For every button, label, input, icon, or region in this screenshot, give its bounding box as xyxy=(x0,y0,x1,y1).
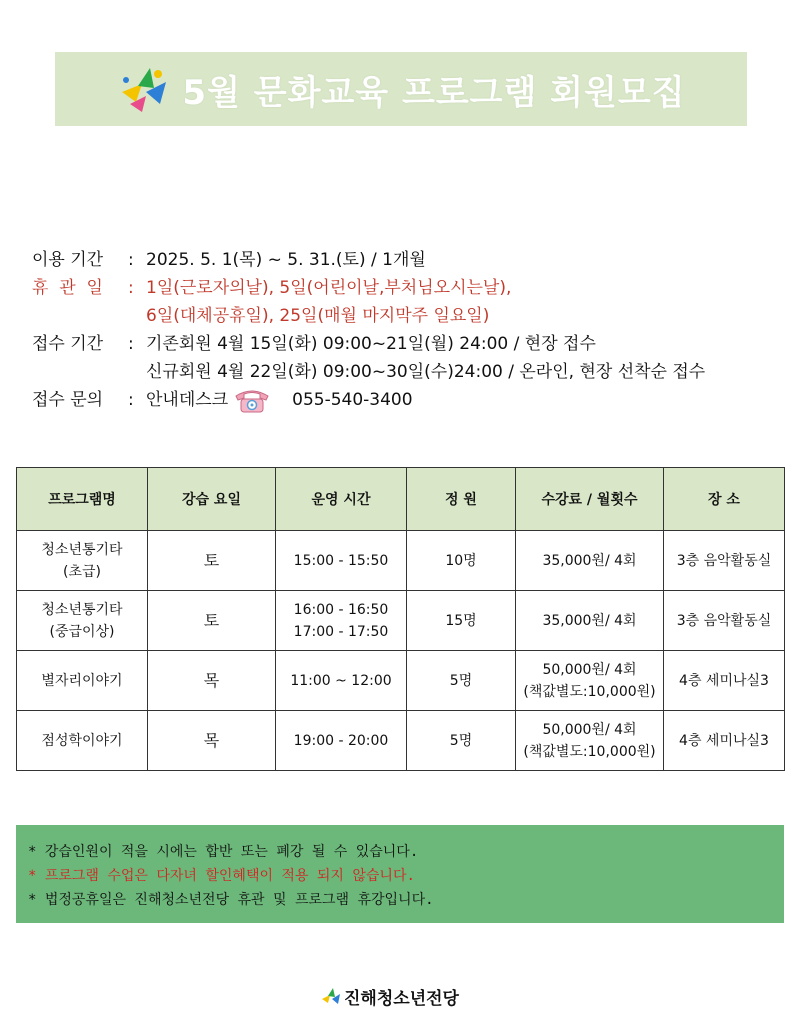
place-cell: 3층 음악활동실 xyxy=(664,591,785,651)
period-value: 2025. 5. 1(목) ~ 5. 31.(토) / 1개월 xyxy=(146,250,426,270)
title-banner xyxy=(55,52,747,126)
fee-cell xyxy=(516,651,664,711)
fee-cell xyxy=(516,711,664,771)
time-cell xyxy=(276,591,407,651)
fee-value: 50,000원/ 4회 xyxy=(542,721,637,738)
time-cell xyxy=(276,711,407,771)
time-cell xyxy=(276,651,407,711)
table-row xyxy=(17,531,785,591)
time-value: 16:00 - 16:50 xyxy=(293,601,389,618)
header-day: 강습 요일 xyxy=(148,468,276,531)
closed-row-2 xyxy=(32,302,705,330)
page-title: 5월 문화교육 프로그램 회원모집 xyxy=(182,72,686,113)
time-cell xyxy=(276,531,407,591)
info-block xyxy=(32,246,705,414)
time-value-2: 17:00 - 17:50 xyxy=(293,623,389,640)
reception-row-2 xyxy=(32,358,705,386)
program-table xyxy=(16,467,785,771)
colon: : xyxy=(128,390,134,410)
table-header-row xyxy=(17,468,785,531)
time-value: 19:00 - 20:00 xyxy=(293,732,389,749)
period-label: 이용 기간 xyxy=(32,250,104,270)
program-name: 점성학이야기 xyxy=(41,732,123,749)
capacity-cell: 10명 xyxy=(407,531,516,591)
header-time: 운영 시간 xyxy=(276,468,407,531)
fee-note: (책값별도:10,000원) xyxy=(523,683,656,700)
telephone-icon xyxy=(232,386,272,414)
notice-line-1: * 강습인원이 적을 시에는 합반 또는 폐강 될 수 있습니다. xyxy=(28,844,419,860)
reception-row xyxy=(32,330,705,358)
program-name-cell xyxy=(17,711,148,771)
closed-row xyxy=(32,274,705,302)
table-row xyxy=(17,591,785,651)
program-level: (초급) xyxy=(63,563,101,580)
inquiry-desk: 안내데스크 xyxy=(146,390,229,410)
notice-line-3: * 법정공휴일은 진해청소년전당 휴관 및 프로그램 휴강입니다. xyxy=(28,892,434,908)
program-name-cell xyxy=(17,531,148,591)
header-capacity: 정 원 xyxy=(407,468,516,531)
program-name-cell xyxy=(17,591,148,651)
day-cell: 목 xyxy=(148,651,276,711)
program-name-cell xyxy=(17,651,148,711)
closed-label: 휴 관 일 xyxy=(32,278,103,298)
place-cell: 4층 세미나실3 xyxy=(664,711,785,771)
closed-value-2: 6일(대체공휴일), 25일(매월 마지막주 일요일) xyxy=(146,306,490,326)
table-row xyxy=(17,651,785,711)
day-cell: 토 xyxy=(148,531,276,591)
header-fee: 수강료 / 월횟수 xyxy=(516,468,664,531)
time-value: 11:00 ~ 12:00 xyxy=(290,672,392,689)
period-row xyxy=(32,246,705,274)
capacity-cell: 5명 xyxy=(407,651,516,711)
notice-line-2: * 프로그램 수업은 다자녀 할인혜택이 적용 되지 않습니다. xyxy=(28,868,415,884)
colon: : xyxy=(128,250,134,270)
program-name: 별자리이야기 xyxy=(41,672,123,689)
day-cell: 목 xyxy=(148,711,276,771)
fee-value: 50,000원/ 4회 xyxy=(542,661,637,678)
place-cell: 4층 세미나실3 xyxy=(664,651,785,711)
footer-logo xyxy=(320,984,459,1009)
stars-icon xyxy=(116,64,172,114)
day-cell: 토 xyxy=(148,591,276,651)
header-place: 장 소 xyxy=(664,468,785,531)
fee-note: (책값별도:10,000원) xyxy=(523,743,656,760)
capacity-cell: 15명 xyxy=(407,591,516,651)
logo-icon xyxy=(320,987,342,1007)
program-level: (중급이상) xyxy=(49,623,115,640)
program-name: 청소년통기타 xyxy=(41,601,123,618)
inquiry-phone: 055-540-3400 xyxy=(292,390,413,410)
header-program-name: 프로그램명 xyxy=(17,468,148,531)
fee-cell xyxy=(516,591,664,651)
colon: : xyxy=(128,278,134,298)
closed-value-1: 1일(근로자의날), 5일(어린이날,부처님오시는날), xyxy=(146,278,512,298)
reception-existing: 기존회원 4월 15일(화) 09:00~21일(월) 24:00 / 현장 접수 xyxy=(146,334,596,354)
fee-cell xyxy=(516,531,664,591)
capacity-cell: 5명 xyxy=(407,711,516,771)
colon: : xyxy=(128,334,134,354)
fee-value: 35,000원/ 4회 xyxy=(542,552,637,569)
time-value: 15:00 - 15:50 xyxy=(293,552,389,569)
fee-value: 35,000원/ 4회 xyxy=(542,612,637,629)
inquiry-row xyxy=(32,386,705,414)
table-row xyxy=(17,711,785,771)
inquiry-label: 접수 문의 xyxy=(32,390,104,410)
reception-new: 신규회원 4월 22일(화) 09:00~30일(수)24:00 / 온라인, 현장 선착순 접수 xyxy=(146,362,706,382)
program-name: 청소년통기타 xyxy=(41,541,123,558)
place-cell: 3층 음악활동실 xyxy=(664,531,785,591)
logo-text: 진해청소년전당 xyxy=(344,989,459,1009)
reception-label: 접수 기간 xyxy=(32,334,104,354)
notice-box xyxy=(16,825,784,923)
